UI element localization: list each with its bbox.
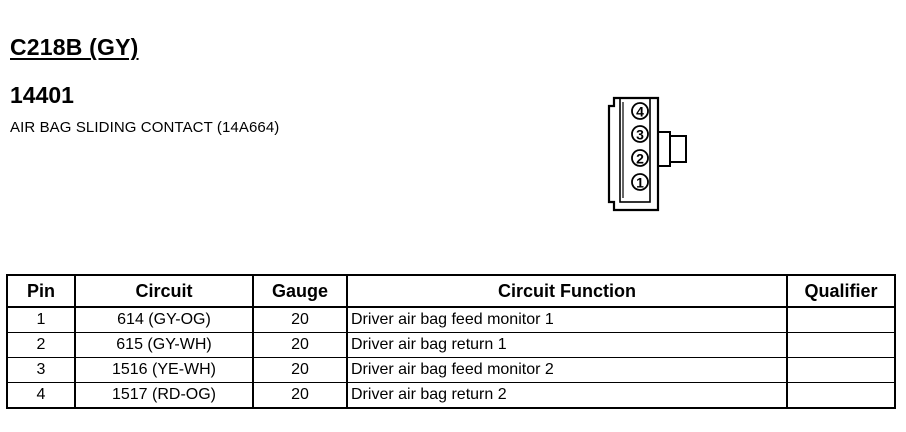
pin-3-label: 3 (636, 126, 644, 143)
cell-pin: 4 (7, 383, 75, 409)
col-header-circuit-function: Circuit Function (347, 275, 787, 307)
pin-2-label: 2 (636, 150, 644, 167)
part-description: AIR BAG SLIDING CONTACT (14A664) (10, 119, 280, 136)
cell-circuit-function: Driver air bag return 1 (347, 333, 787, 358)
cell-circuit-function: Driver air bag feed monitor 2 (347, 358, 787, 383)
connector-pins (632, 103, 648, 191)
table-row (7, 333, 895, 358)
cell-pin: 1 (7, 307, 75, 333)
pin-4-label: 4 (636, 103, 644, 120)
table-row (7, 307, 895, 333)
connector-face-diagram (600, 90, 700, 215)
cell-circuit: 614 (GY-OG) (75, 307, 253, 333)
col-header-qualifier: Qualifier (787, 275, 895, 307)
col-header-gauge: Gauge (253, 275, 347, 307)
cell-qualifier (787, 307, 895, 333)
cell-gauge: 20 (253, 307, 347, 333)
table-row (7, 358, 895, 383)
cell-circuit: 1517 (RD-OG) (75, 383, 253, 409)
cell-qualifier (787, 383, 895, 409)
cell-circuit-function: Driver air bag return 2 (347, 383, 787, 409)
cell-circuit: 615 (GY-WH) (75, 333, 253, 358)
cell-circuit-function: Driver air bag feed monitor 1 (347, 307, 787, 333)
cell-gauge: 20 (253, 358, 347, 383)
col-header-circuit: Circuit (75, 275, 253, 307)
col-header-pin: Pin (7, 275, 75, 307)
cell-gauge: 20 (253, 333, 347, 358)
cell-circuit: 1516 (YE-WH) (75, 358, 253, 383)
cell-qualifier (787, 333, 895, 358)
cell-pin: 3 (7, 358, 75, 383)
pinout-table (6, 274, 896, 409)
table-row (7, 383, 895, 409)
cell-gauge: 20 (253, 383, 347, 409)
part-number: 14401 (10, 82, 74, 108)
connector-id: C218B (GY) (10, 34, 139, 60)
connector-lock-tab (658, 132, 670, 166)
cell-qualifier (787, 358, 895, 383)
cell-pin: 2 (7, 333, 75, 358)
table-header-row (7, 275, 895, 307)
pin-1-label: 1 (636, 174, 644, 191)
